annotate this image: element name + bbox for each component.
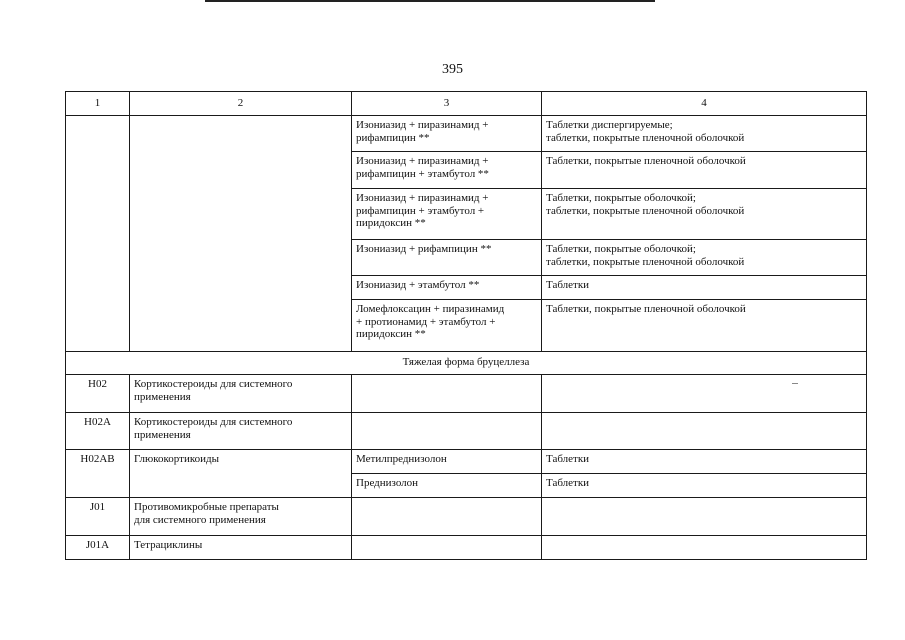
drug-cell-empty <box>352 413 542 450</box>
drug-text-line: рифампицин ** <box>356 131 430 144</box>
atc-code-cell: H02AB <box>66 450 130 498</box>
form-text-line: Таблетки, покрытые оболочкой; <box>546 192 696 204</box>
drug-text-line: Изониазид + рифампицин ** <box>356 243 492 255</box>
group-cell-empty <box>130 116 352 352</box>
drug-cell <box>352 240 542 276</box>
form-text-line: Таблетки, покрытые пленочной оболочкой <box>546 303 746 315</box>
drug-text-line: Изониазид + пиразинамид + <box>356 119 489 131</box>
form-cell <box>542 152 867 189</box>
drug-text-line: Ломефлоксацин + пиразинамид <box>356 303 505 315</box>
drug-text-line: + протионамид + этамбутол + <box>356 315 496 328</box>
table-row <box>66 536 867 560</box>
form-cell-empty <box>542 498 867 536</box>
form-text-line: таблетки, покрытые пленочной оболочкой <box>546 131 745 144</box>
drug-cell <box>352 300 542 352</box>
atc-code-cell: J01 <box>66 498 130 536</box>
section-title: Тяжелая форма бруцеллеза <box>66 352 867 375</box>
drug-text-line: Изониазид + пиразинамид + <box>356 192 489 204</box>
atc-name-line: Тетрациклины <box>134 539 203 551</box>
form-cell-empty <box>542 413 867 450</box>
form-cell-empty <box>542 375 867 413</box>
form-cell <box>542 300 867 352</box>
drug-text-line: пиридоксин ** <box>356 328 426 340</box>
drug-text-line: Изониазид + этамбутол ** <box>356 279 480 291</box>
atc-name-cell <box>130 375 352 413</box>
column-header-1: 1 <box>66 92 130 116</box>
table-header-row <box>66 92 867 116</box>
form-text-line: таблетки, покрытые пленочной оболочкой <box>546 204 745 217</box>
drug-cell-empty <box>352 498 542 536</box>
atc-name-cell <box>130 413 352 450</box>
drug-text-line: Изониазид + пиразинамид + <box>356 155 489 167</box>
drug-cell <box>352 152 542 189</box>
drug-cell-empty <box>352 536 542 560</box>
drug-text-line: пиридоксин ** <box>356 217 426 229</box>
form-cell <box>542 189 867 240</box>
code-cell-empty <box>66 116 130 352</box>
form-cell <box>542 276 867 300</box>
drug-text-line: рифампицин + этамбутол + <box>356 204 485 217</box>
form-text-line: Таблетки диспергируемые; <box>546 119 673 131</box>
drug-cell: Преднизолон <box>352 474 542 498</box>
atc-code-cell: H02 <box>66 375 130 413</box>
column-header-4: 4 <box>542 92 867 116</box>
atc-name-line: применения <box>134 390 191 403</box>
atc-name-line: Кортикостероиды для системного <box>134 378 293 390</box>
scan-top-edge-line <box>205 0 655 2</box>
scan-artifact-mark <box>792 383 798 384</box>
drug-text-line: рифампицин + этамбутол ** <box>356 167 489 180</box>
table-row <box>66 413 867 450</box>
drug-cell-empty <box>352 375 542 413</box>
form-cell: Таблетки <box>542 450 867 474</box>
table-row <box>66 498 867 536</box>
drug-cell <box>352 276 542 300</box>
atc-code-cell: J01A <box>66 536 130 560</box>
atc-name-cell <box>130 536 352 560</box>
column-header-2: 2 <box>130 92 352 116</box>
drug-cell <box>352 189 542 240</box>
form-cell <box>542 240 867 276</box>
atc-name-line: для системного применения <box>134 513 266 526</box>
form-cell: Таблетки <box>542 474 867 498</box>
page-number: 395 <box>442 62 463 77</box>
form-cell-empty <box>542 536 867 560</box>
form-text-line: Таблетки, покрытые оболочкой; <box>546 243 696 255</box>
form-text-line: Таблетки, покрытые пленочной оболочкой <box>546 155 746 167</box>
atc-name-cell <box>130 450 352 498</box>
table-row <box>66 450 867 474</box>
atc-name-line: применения <box>134 428 191 441</box>
section-row <box>66 352 867 375</box>
column-header-3: 3 <box>352 92 542 116</box>
form-text-line: Таблетки <box>546 279 590 291</box>
atc-code-cell: H02A <box>66 413 130 450</box>
drug-table <box>65 91 867 560</box>
drug-cell <box>352 116 542 152</box>
form-text-line: таблетки, покрытые пленочной оболочкой <box>546 255 745 268</box>
form-cell <box>542 116 867 152</box>
drug-cell: Метилпреднизолон <box>352 450 542 474</box>
atc-name-line: Глюкокортикоиды <box>134 453 220 465</box>
atc-name-line: Противомикробные препараты <box>134 501 279 513</box>
atc-name-line: Кортикостероиды для системного <box>134 416 293 428</box>
atc-name-cell <box>130 498 352 536</box>
table-row <box>66 375 867 413</box>
table-row <box>66 116 867 152</box>
